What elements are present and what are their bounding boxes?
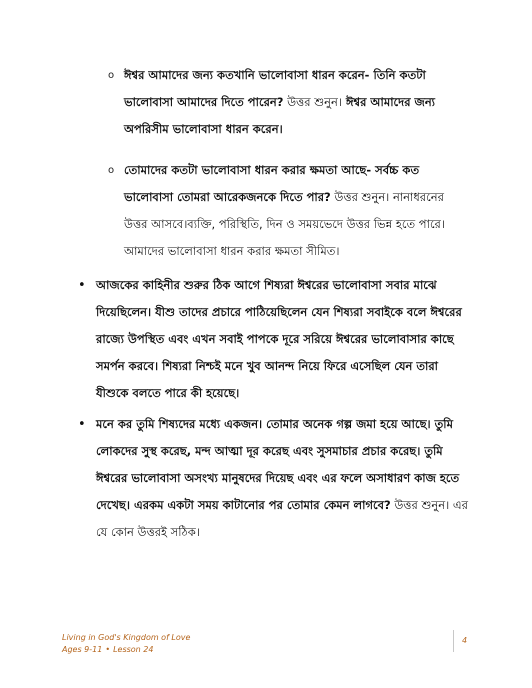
sub-item-1-question: ঈশ্বর আমাদের জন্য কতখানি ভালোবাসা ধারন করেন- তিনি কতটা ভালোবাসা আমাদের দিতে পারেন? [124, 68, 426, 109]
page-number-divider [453, 630, 454, 652]
footer-separator: • [105, 645, 111, 654]
footer-ages: Ages 9-11 [62, 645, 103, 654]
page-number: 4 [462, 636, 468, 645]
main-item-2-answer: উত্তর শুনুন। এর যে কোন উত্তরই সঠিক। [96, 498, 468, 539]
sub-item-1-instruction: উত্তর শুনুন। [283, 95, 342, 109]
sub-item-2 [124, 157, 469, 265]
sub-bullet-marker: o [108, 70, 115, 81]
footer-title: Living in God's Kingdom of Love [62, 633, 191, 642]
footer-lesson: Lesson 24 [113, 645, 154, 654]
main-item-1 [96, 272, 474, 407]
footer [62, 632, 190, 656]
sub-item-2-answer: উত্তর শুনুন। নানাধরনের উত্তর আসবে।ব্যক্তি, পরিস্থিতি, দিন ও সময়ভেদে উত্তর ভিন্ন হতে পারে। আমাদের ভালোবাসা ধারন করার ক্ষমতা সীমিত। [124, 190, 445, 258]
footer-subtitle [62, 644, 190, 656]
sub-item-1-answer: ঈশ্বর আমাদের জন্য অপরিসীম ভালোবাসা ধারন করেন। [124, 95, 436, 136]
main-item-1-text: আজকের কাহিনীর শুরুর ঠিক আগে শিষ্যরা ঈশ্বরের ভালোবাসা সবার মাঝে দিয়েছিলেন। যীশু তাদের প্রচারে পাঠিয়েছিলেন যেন শিষ্যরা সবাইকে বলে ঈশ্বরের রাজ্যে উপস্থিত এবং এখন সবাই পাপকে দূরে সরিয়ে ঈশ্বরের ভালোবাসার কাছে সমর্পন করবে। শিষ্যরা নিশ্চই মনে খুব আনন্দ নিয়ে ফিরে এসেছিল যেন তারা যীশুকে বলতে পারে কী হয়েছে। [96, 278, 462, 400]
main-bullet-marker: • [78, 278, 86, 293]
main-item-2 [96, 411, 474, 546]
main-item-2-text: মনে কর তুমি শিষ্যদের মধ্যে একজন। তোমার অনেক গল্প জমা হয়ে আছে। তুমি লোকদের সুস্থ করেছ, মন্দ আত্মা দূর করেছ এবং সুসমাচার প্রচার করেছ। তুমি ঈশ্বরের ভালোবাসা অসংখ্য মানুষদের দিয়েছ এবং এর ফলে অসাধারণ কাজ হতে দেখেছ। এরকম একটা সময় কাটানোর পর তোমার কেমন লাগবে? [96, 417, 460, 512]
main-bullet-marker: • [78, 417, 86, 432]
sub-bullet-marker: o [108, 165, 115, 176]
sub-item-2-question: তোমাদের কতটা ভালোবাসা ধারন করার ক্ষমতা আছে- সর্বচ্চ কত ভালোবাসা তোমরা আরেকজনকে দিতে পার? [124, 163, 420, 204]
sub-item-1 [124, 62, 469, 143]
